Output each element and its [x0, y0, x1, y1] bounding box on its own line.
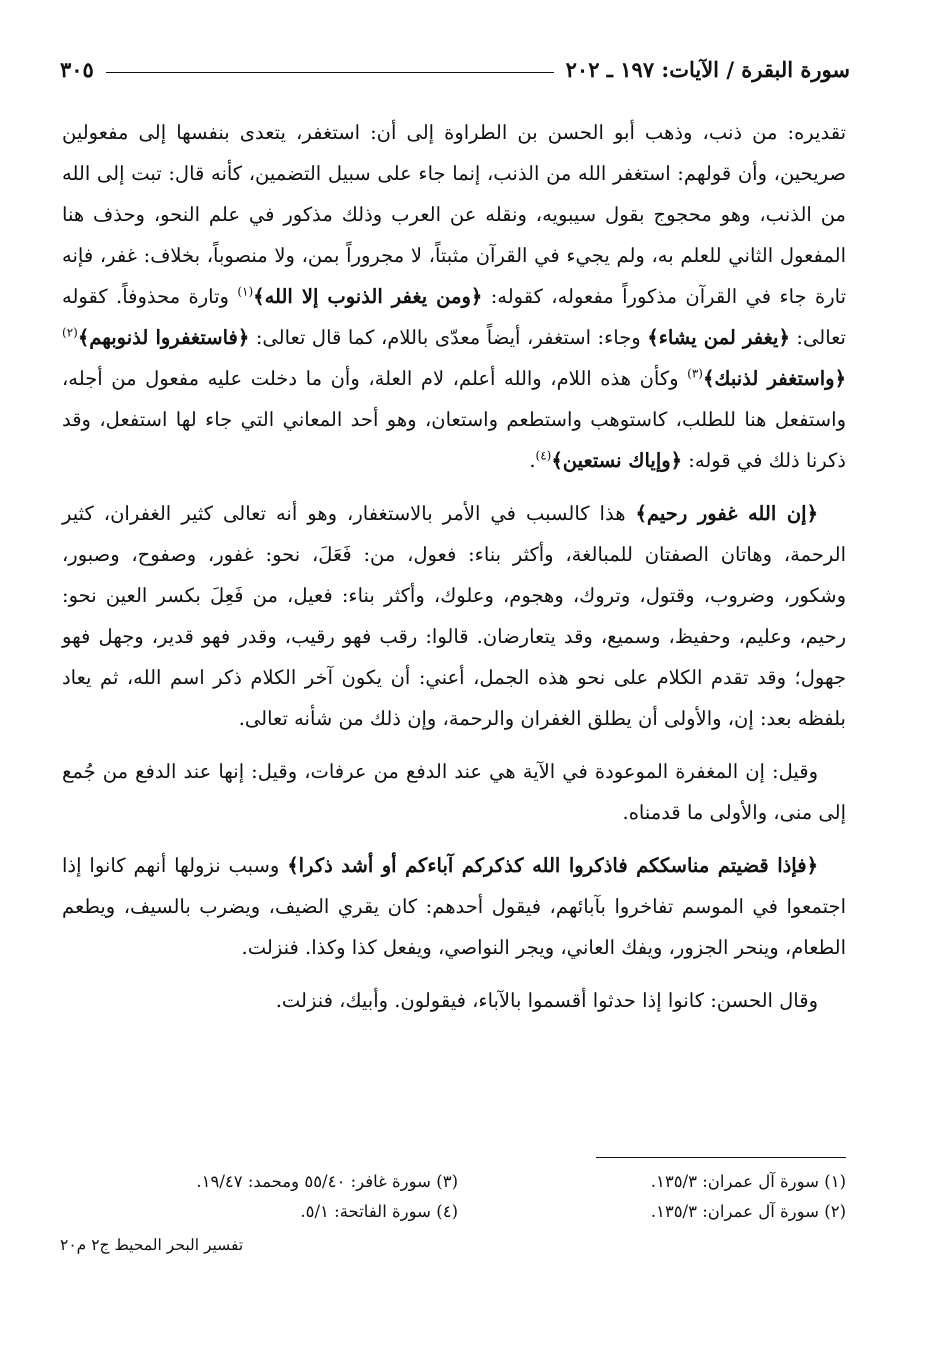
footnote-ref: (٤): [535, 448, 552, 463]
text-run: .: [529, 449, 536, 472]
footnote-1: (١) سورة آل عمران: ١٣٥/٣.: [650, 1172, 846, 1191]
quran-verse: ﴿يغفر لمن يشاء﴾: [647, 326, 790, 349]
quran-verse: ﴿ومن يغفر الذنوب إلا الله﴾: [253, 285, 483, 308]
footnote-ref: (٣): [687, 366, 703, 381]
paragraph: [62, 751, 846, 833]
footnote-rule: [596, 1157, 846, 1158]
text-run: وقيل: إن المغفرة الموعودة في الآية هي عند الدفع من عرفات، وقيل: إنها عند الدفع من جُمع إلى منى، والأولى ما قدمناه.: [62, 760, 846, 824]
header-rule: [106, 72, 554, 73]
footnote-3: (٣) سورة غافر: ٥٥/٤٠ ومحمد: ١٩/٤٧.: [196, 1172, 458, 1191]
quran-verse: ﴿فإذا قضيتم مناسككم فاذكروا الله كذكركم آباءكم أو أشد ذكرا﴾: [287, 854, 818, 877]
quran-verse: ﴿إن الله غفور رحيم﴾: [635, 502, 818, 525]
text-run: وكأن هذه اللام، والله أعلم، لام العلة، وأن ما دخلت عليه مفعول من أجله، واستفعل هنا للطلب، كاستوهب واستطعم واستعان، وهو أحد المعاني التي جاء لها استفعل، وقد ذكرنا ذلك في قوله:: [62, 367, 846, 472]
footnote-ref: (١): [237, 284, 254, 299]
footnote-2: (٢) سورة آل عمران: ١٣٥/٣.: [650, 1202, 846, 1221]
quran-verse: ﴿واستغفر لذنبك﴾: [702, 367, 847, 390]
text-run: وقال الحسن: كانوا إذا حدثوا أقسموا بالآباء، فيقولون. وأبيك، فنزلت.: [275, 989, 818, 1012]
quran-verse: ﴿وإياك نستعين﴾: [551, 449, 683, 472]
text-run: تقديره: من ذنب، وذهب أبو الحسن بن الطراوة إلى أن: استغفر، يتعدى بنفسها إلى مفعولين صريحين، وأن قولهم: استغفر الله من الذنب، إنما جاء على سبيل التضمين، كأنه قال: تبت إلى الله من الذنب، وهو محجوج بقول سيبويه، ونقله عن العرب وذلك مذكور في علم النحو، وحذف هنا المفعول الثاني للعلم به، ولم يجيء في القرآن مثبتاً، لا مجروراً بمن، ولا منصوباً، بخلاف: غفر، فإنه تارة جاء في القرآن مذكوراً مفعوله، كقوله:: [62, 121, 846, 308]
text-run: وتارة محذوفاً. كقوله تعالى:: [62, 285, 846, 349]
paragraph: [62, 980, 846, 1021]
text-run: هذا كالسبب في الأمر بالاستغفار، وهو أنه تعالى كثير الغفران، كثير الرحمة، وهاتان الصفتان للمبالغة، وأكثر بناء: فعول، من: فَعَلَ، نحو: غفور، وصفوح، وصبور، وشكور، وضروب، وقتول، وتروك، وهجوم، وعلوك، وأكثر بناء: فعيل، من فَعِلَ بكسر العين نحو: رحيم، وعليم، وحفيظ، وسميع، وقد يتعارضان. قالوا: رقب فهو رقيب، وقدر فهو قدير، وجهل فهو جهول؛ وقد تقدم الكلام على نحو هذه الجمل، أعني: أن يكون آخر الكلام ذكر اسم الله، ثم يعاد بلفظه بعد: إن، والأولى أن يطلق الغفران والرحمة، وإن ذلك من شأنه تعالى.: [62, 502, 846, 730]
paragraph: [62, 112, 846, 481]
running-header: [60, 52, 850, 86]
surah-title: سورة البقرة / الآيات: ١٩٧ ـ ٢٠٢: [565, 56, 850, 82]
footnote-ref: (٢): [62, 325, 78, 340]
main-text: [62, 112, 846, 1021]
paragraph: [62, 845, 846, 968]
text-run: وسبب نزولها أنهم كانوا إذا اجتمعوا في الموسم تفاخروا بآبائهم، فيقول أحدهم: كان يقري الضيف، ويضرب بالسيف، ويطعم الطعام، وينحر الجزور، ويفك العاني، ويجر النواصي، ويفعل كذا وكذا. فنزلت.: [62, 854, 846, 959]
paragraph: [62, 493, 846, 739]
quran-verse: ﴿فاستغفروا لذنوبهم﴾: [77, 326, 250, 349]
footnote-4: (٤) سورة الفاتحة: ٥/١.: [300, 1202, 458, 1221]
footnotes: [100, 1170, 846, 1224]
printer-signature: تفسير البحر المحيط ج٢ م٢٠: [60, 1236, 244, 1254]
text-run: وجاء: استغفر، أيضاً معدّى باللام، كما قال تعالى:: [249, 326, 648, 349]
page-number: ٣٠٥: [60, 56, 94, 82]
